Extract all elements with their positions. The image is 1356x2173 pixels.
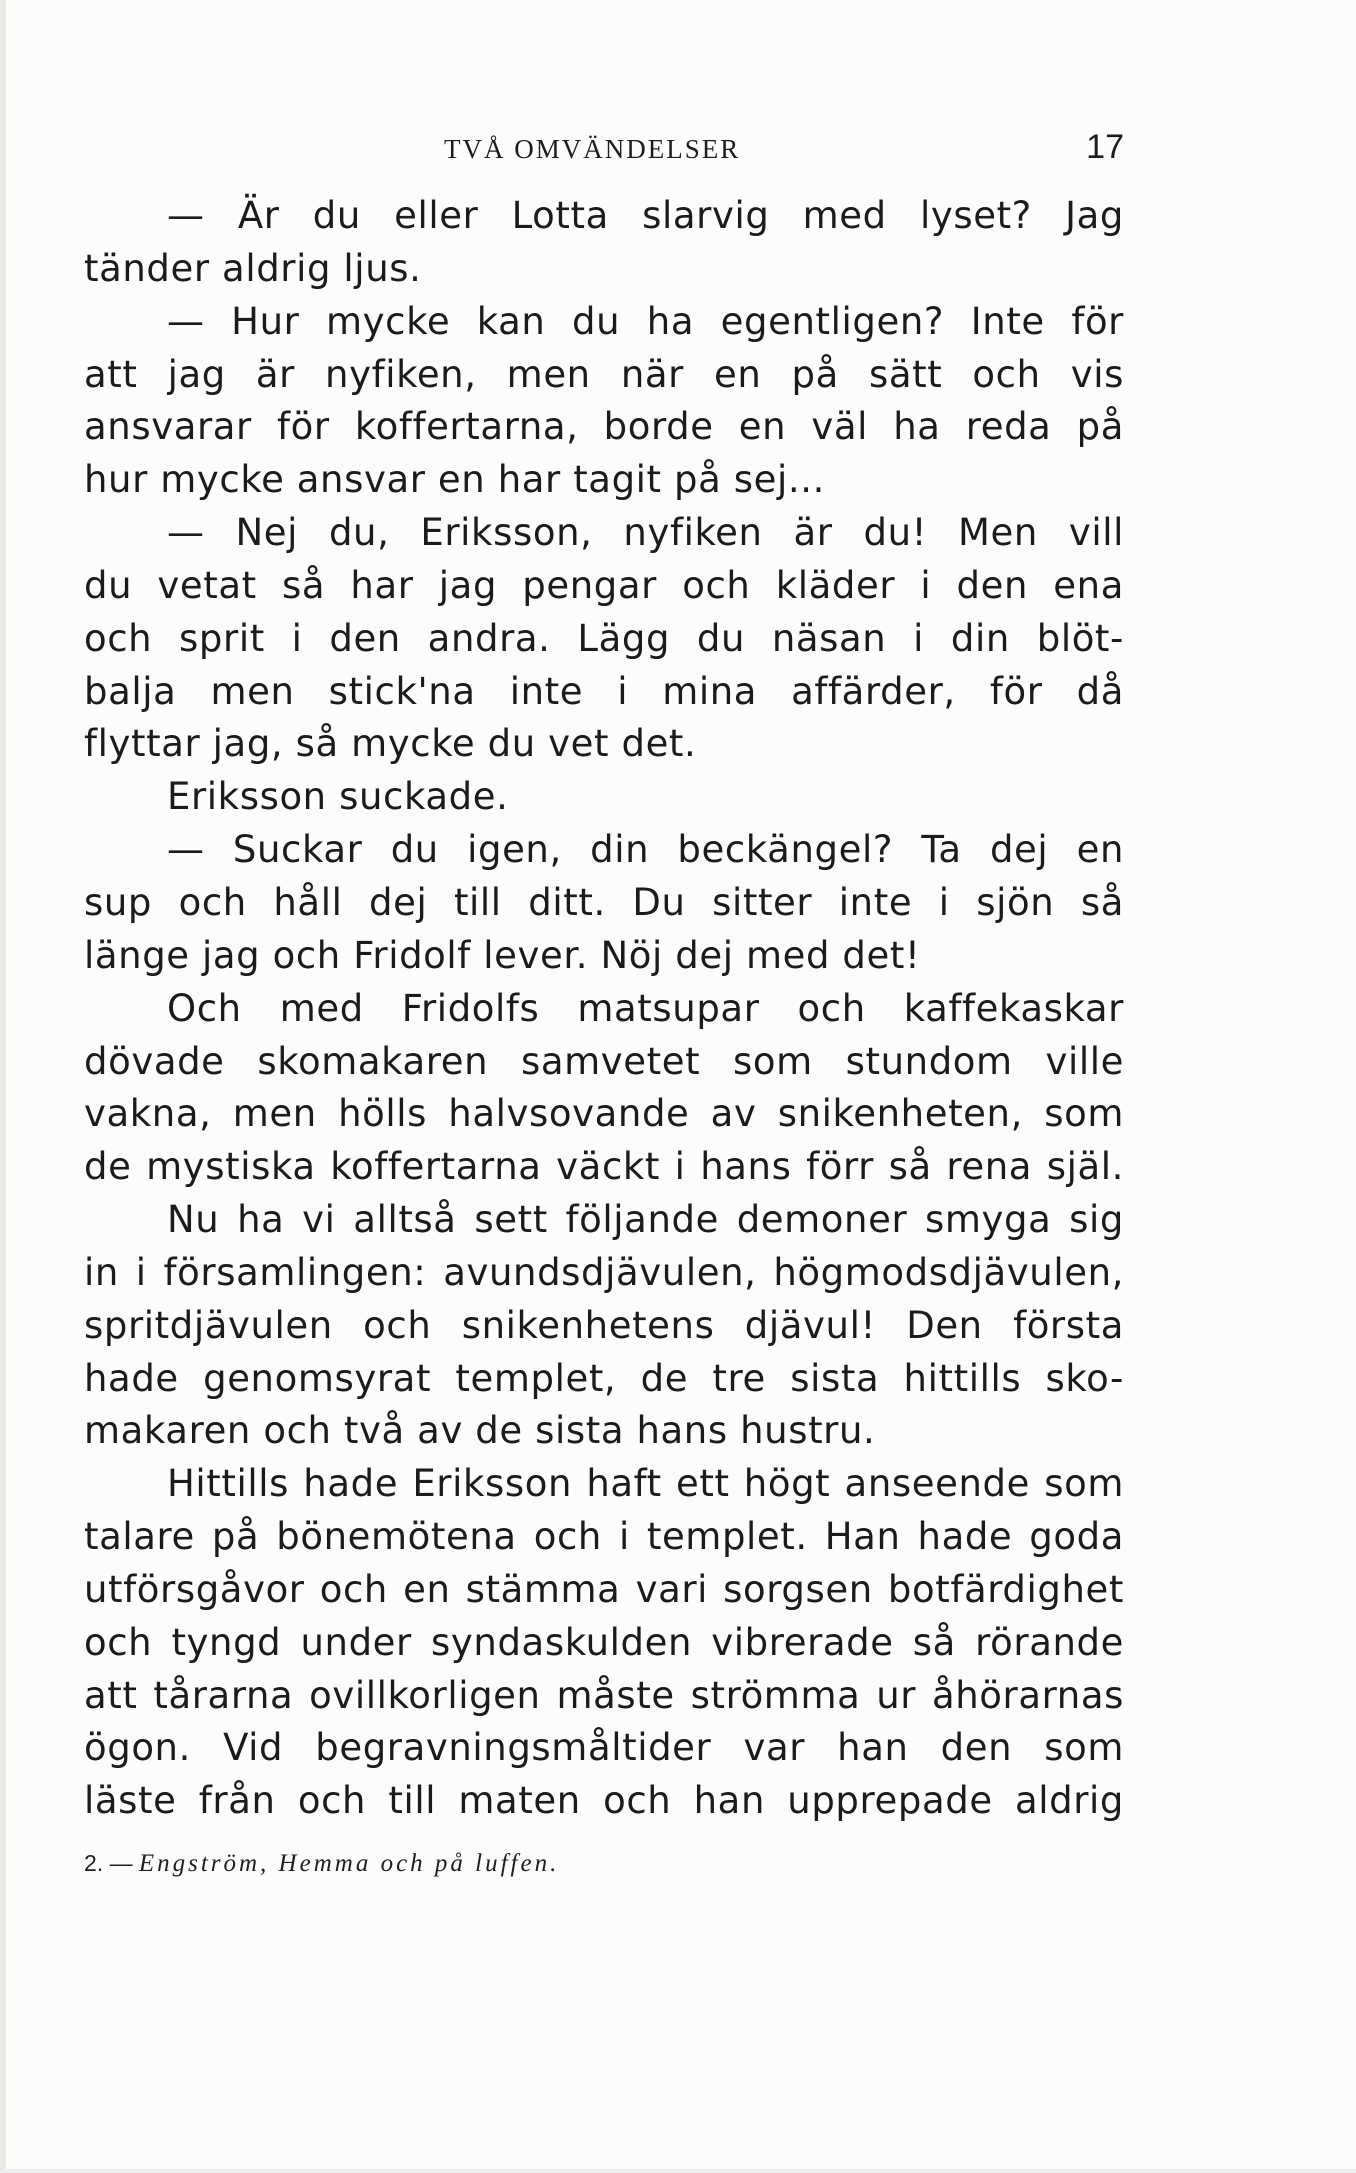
text-line: — Suckar du igen, din beckängel? Ta dej en [167,828,1124,872]
text-line: makaren och två av de sista hans hustru. [84,1409,876,1453]
text-line: och tyngd under syndaskulden vibrerade så rörande [84,1620,1124,1664]
text-line: dövade skomakaren samvetet som stundom ville [84,1039,1124,1083]
page-edge-left [0,0,6,2173]
text-line: balja men stick'na inte i mina affärder, för då [84,669,1124,713]
text-line: ansvarar för koffertarna, borde en väl ha reda på [84,405,1124,449]
text-line: — Hur mycke kan du ha egentligen? Inte för [167,299,1124,343]
text-line: tänder aldrig ljus. [84,246,422,290]
page-edge-bottom [0,2169,1356,2173]
signature-footer [84,1850,784,1878]
page-number: 17 [1086,128,1124,166]
text-line: Nu ha vi alltså sett följande demoner smyga sig [167,1198,1124,1242]
text-line: Eriksson suckade. [167,775,509,819]
text-line: hur mycke ansvar en har tagit på sej... [84,458,825,502]
signature-mark: 2. — [84,1850,133,1876]
text-line: in i församlingen: avundsdjävulen, högmodsdjävulen, [84,1250,1124,1294]
text-line: utförsgåvor och en stämma vari sorgsen botfärdighet [84,1567,1124,1611]
text-line: vakna, men hölls halvsovande av snikenheten, som [84,1092,1124,1136]
text-line: ögon. Vid begravningsmåltider var han den som [84,1726,1124,1770]
text-line: att tårarna ovillkorligen måste strömma ur åhörarnas [84,1673,1124,1717]
text-line: talare på bönemötena och i templet. Han hade goda [84,1515,1124,1559]
text-line: läste från och till maten och han upprepade aldrig [84,1779,1124,1823]
text-line: du vetat så har jag pengar och kläder i den ena [84,563,1124,607]
text-line: och sprit i den andra. Lägg du näsan i din blöt- [84,616,1124,660]
text-line: Hittills hade Eriksson haft ett högt anseende som [167,1462,1124,1506]
text-line: sup och håll dej till ditt. Du sitter inte i sjön så [84,880,1124,924]
page-header [84,128,1124,168]
text-line: — Nej du, Eriksson, nyfiken är du! Men vill [167,511,1124,555]
text-line: — Är du eller Lotta slarvig med lyset? Jag [167,194,1124,237]
text-line: länge jag och Fridolf lever. Nöj dej med det! [84,933,921,977]
text-line: Och med Fridolfs matsupar och kaffekaskar [167,986,1124,1030]
text-line: flyttar jag, så mycke du vet det. [84,722,697,766]
text-line: de mystiska koffertarna väckt i hans förr så rena själ. [84,1145,1124,1189]
running-title: TVÅ OMVÄNDELSER [444,134,741,164]
text-line: spritdjävulen och snikenhetens djävul! Den första [84,1303,1124,1347]
text-line: hade genomsyrat templet, de tre sista hittills sko- [84,1356,1124,1400]
text-line: att jag är nyfiken, men när en på sätt och vis [84,352,1124,396]
body-text [84,190,1124,1828]
signature-title: Engström, Hemma och på luffen. [138,1850,560,1877]
